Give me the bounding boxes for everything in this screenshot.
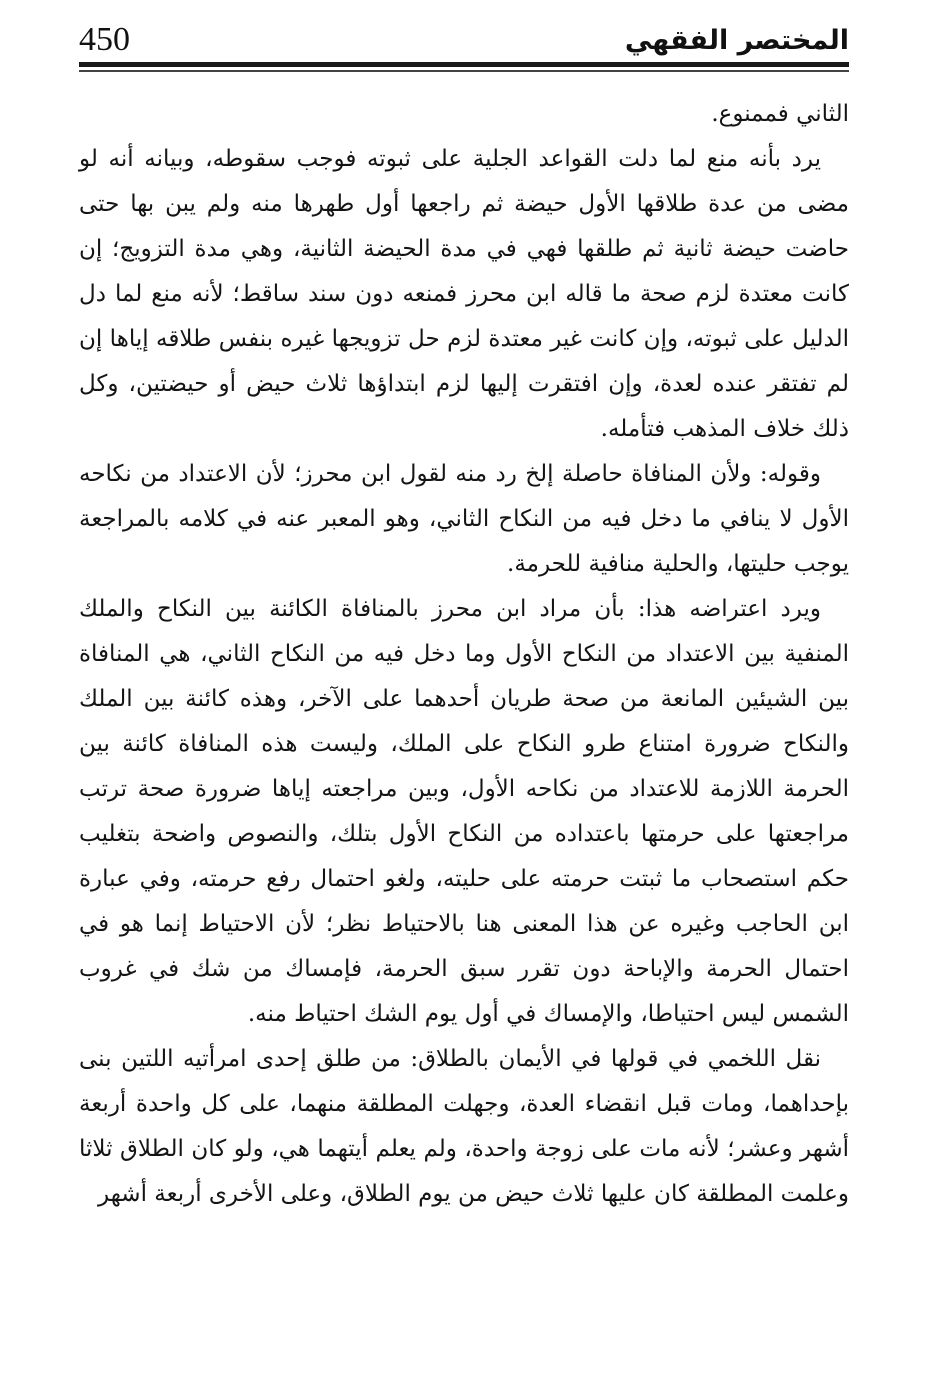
page-header [79, 18, 849, 68]
paragraph-1: الثاني فممنوع. [711, 101, 849, 127]
page-number: 450 [79, 21, 130, 58]
paragraph-5: نقل اللخمي في قولها في الأيمان بالطلاق: من طلق إحدى امرأتيه اللتين بنى بإحداهما، ومات قبل انقضاء العدة، وجهلت المطلقة منهما، على كل واحدة أربعة أشهر وعشر؛ لأنه مات على زوجة واحدة، ولم يعلم أيتهما هي، ولو كان الطلاق ثلاثا وعلمت المطلقة كان عليها ثلاث حيض من يوم الطلاق، وعلى الأخرى أربعة أشهر [79, 1046, 849, 1207]
body-text [79, 92, 849, 1217]
running-title: المختصر الفقهي [624, 25, 849, 56]
paragraph-3: وقوله: ولأن المنافاة حاصلة إلخ رد منه لقول ابن محرز؛ لأن الاعتداد من نكاحه الأول لا ينافي ما دخل فيه من النكاح الثاني، وهو المعبر عنه في كلامه بالمراجعة يوجب حليتها، والحلية منافية للحرمة. [79, 461, 849, 577]
paragraph-2: يرد بأنه منع لما دلت القواعد الجلية على ثبوته فوجب سقوطه، وبيانه أنه لو مضى من عدة طلاقها الأول حيضة ثم راجعها أول طهرها منه ولم يبن بها حتى حاضت حيضة ثانية ثم طلقها فهي في مدة الحيضة الثانية، وهي مدة التزويج؛ إن كانت معتدة لزم صحة ما قاله ابن محرز فمنعه دون سند ساقط؛ لأنه منع لما دل الدليل على ثبوته، وإن كانت غير معتدة لزم حل تزويجها غيره بنفس طلاقه إياها إن لم تفتقر عنده لعدة، وإن افتقرت إليها لزم ابتداؤها ثلاث حيض أو حيضتين، وكل ذلك خلاف المذهب فتأمله. [79, 146, 849, 442]
paragraph-4: ويرد اعتراضه هذا: بأن مراد ابن محرز بالمنافاة الكائنة بين النكاح والملك المنفية بين الاعتداد من النكاح الأول وما دخل فيه من النكاح الثاني، هي المنافاة بين الشيئين المانعة من صحة طريان أحدهما على الآخر، وهذه كائنة بين الملك والنكاح ضرورة امتناع طرو النكاح على الملك، وليست هذه المنافاة كائنة بين الحرمة اللازمة للاعتداد من نكاحه الأول، وبين مراجعته إياها ضرورة صحة ترتب مراجعتها على حرمتها باعتداده من النكاح الأول بتلك، والنصوص واضحة بتغليب حكم استصحاب ما ثبتت حرمته على حليته، ولغو احتمال رفع حرمته، وفي عبارة ابن الحاجب وغيره عن هذا المعنى هنا بالاحتياط نظر؛ لأن الاحتياط إنما هو في احتمال الحرمة والإباحة دون تقرر سبق الحرمة، فإمساك من شك في غروب الشمس ليس احتياطا، والإمساك في أول يوم الشك احتياط منه. [79, 596, 850, 1027]
header-rule-thick [79, 62, 849, 67]
header-rule-thin [79, 70, 849, 72]
